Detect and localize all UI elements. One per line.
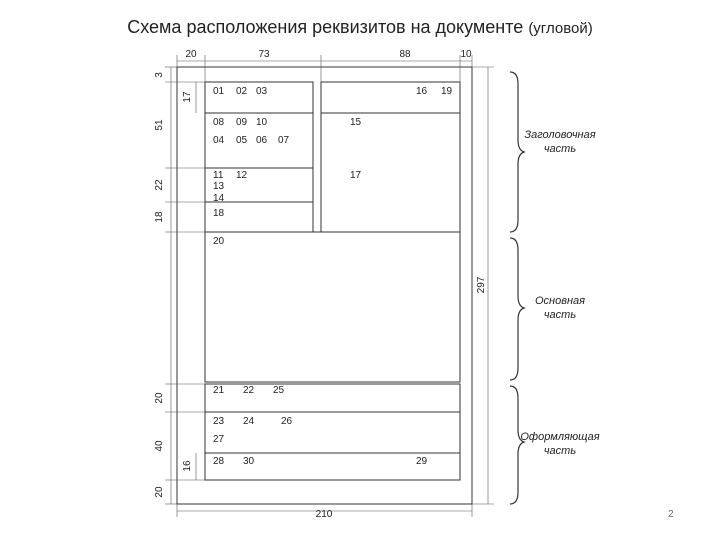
field-15: 15 bbox=[350, 117, 362, 128]
dim-left-lower-footer: 40 bbox=[154, 440, 165, 452]
dim-left-top-margin: 3 bbox=[154, 72, 165, 78]
dim-left-first-row: 17 bbox=[182, 91, 193, 103]
section-footer-label-1: Оформляющая bbox=[520, 431, 600, 443]
dim-left-row-18: 18 bbox=[154, 211, 165, 223]
dim-left-upper-header: 51 bbox=[154, 119, 165, 131]
section-header-label-1: Заголовочная bbox=[524, 129, 596, 141]
section-main-label-2: часть bbox=[543, 309, 577, 321]
field-07: 07 bbox=[278, 135, 290, 146]
dim-top-left-field: 73 bbox=[258, 49, 270, 60]
section-footer-label-2: часть bbox=[543, 445, 577, 457]
dim-top-margin: 20 bbox=[185, 49, 197, 60]
field-23: 23 bbox=[213, 416, 225, 427]
field-21: 21 bbox=[213, 385, 225, 396]
section-header-label-2: часть bbox=[543, 143, 577, 155]
brace-header bbox=[510, 72, 524, 232]
field-28: 28 bbox=[213, 456, 225, 467]
dim-top-right-margin: 10 bbox=[460, 49, 472, 60]
field-06: 06 bbox=[256, 135, 268, 146]
field-12: 12 bbox=[236, 170, 248, 181]
field-10: 10 bbox=[256, 117, 268, 128]
field-17: 17 bbox=[350, 170, 362, 181]
dim-right-height: 297 bbox=[476, 276, 487, 294]
dim-left-last-row: 16 bbox=[182, 460, 193, 472]
brace-main bbox=[510, 238, 524, 380]
field-22: 22 bbox=[243, 385, 255, 396]
field-05: 05 bbox=[236, 135, 248, 146]
field-09: 09 bbox=[236, 117, 248, 128]
field-24: 24 bbox=[243, 416, 255, 427]
field-20: 20 bbox=[213, 236, 225, 247]
field-16: 16 bbox=[416, 86, 428, 97]
field-29: 29 bbox=[416, 456, 428, 467]
field-18: 18 bbox=[213, 208, 225, 219]
field-26: 26 bbox=[281, 416, 293, 427]
title-subtitle: (угловой) bbox=[528, 20, 593, 37]
field-14: 14 bbox=[213, 193, 225, 204]
field-02: 02 bbox=[236, 86, 248, 97]
field-03: 03 bbox=[256, 86, 268, 97]
field-04: 04 bbox=[213, 135, 225, 146]
field-19: 19 bbox=[441, 86, 453, 97]
title-main: Схема расположения реквизитов на документе bbox=[127, 17, 524, 37]
field-30: 30 bbox=[243, 456, 255, 467]
dim-left-row-21: 20 bbox=[154, 392, 165, 404]
page-number: 2 bbox=[668, 509, 674, 520]
dim-bottom-width: 210 bbox=[315, 509, 333, 520]
section-main-label-1: Основная bbox=[534, 295, 586, 307]
dim-top-right-field: 88 bbox=[399, 49, 411, 60]
field-25: 25 bbox=[273, 385, 285, 396]
dim-left-bottom-margin: 20 bbox=[154, 486, 165, 498]
field-13: 13 bbox=[213, 181, 225, 192]
field-27: 27 bbox=[213, 434, 225, 445]
box-header-right bbox=[321, 82, 460, 232]
field-08: 08 bbox=[213, 117, 225, 128]
box-main bbox=[205, 232, 460, 382]
field-11: 11 bbox=[213, 170, 224, 181]
dim-left-row-11: 22 bbox=[154, 179, 165, 191]
brace-footer bbox=[510, 386, 524, 504]
field-01: 01 bbox=[213, 86, 225, 97]
